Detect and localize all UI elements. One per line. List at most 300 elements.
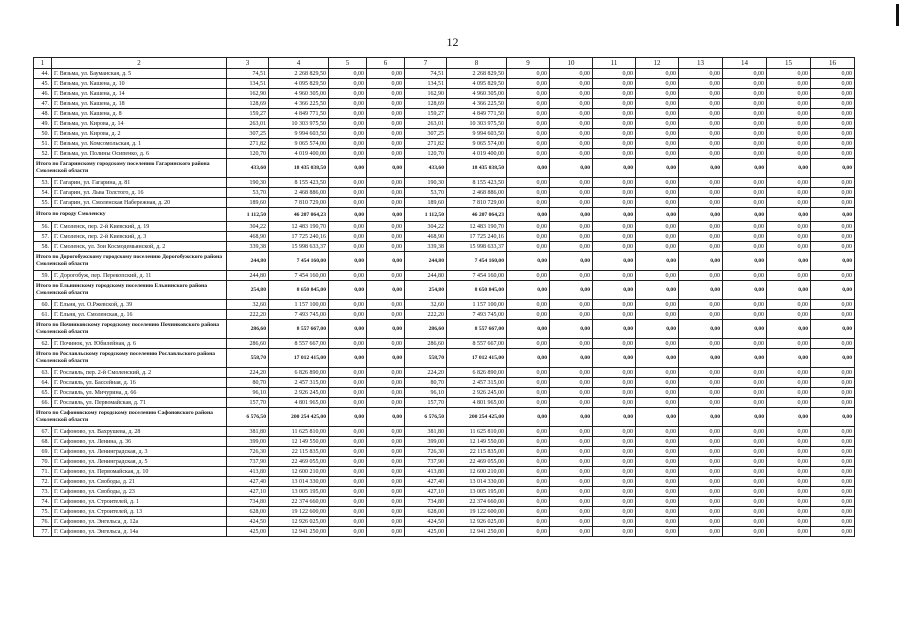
- value-cell: 0,00: [636, 477, 679, 487]
- value-cell: 0,00: [329, 300, 367, 310]
- value-cell: 0,00: [767, 89, 811, 99]
- subtotal-row: [34, 349, 855, 368]
- value-cell: 0,00: [679, 119, 723, 129]
- value-cell: 2 457 315,00: [269, 378, 329, 388]
- value-cell: 7 454 160,00: [447, 271, 507, 281]
- value-cell: 0,00: [723, 300, 767, 310]
- value-cell: 0,00: [550, 339, 593, 349]
- value-cell: 0,00: [329, 437, 367, 447]
- value-cell: 0,00: [679, 447, 723, 457]
- table-row: [34, 339, 855, 349]
- address-cell: Г. Рославль, ул. Первомайская, д. 71: [52, 398, 227, 408]
- value-cell: 307,25: [405, 129, 447, 139]
- value-cell: 0,00: [367, 368, 405, 378]
- value-cell: 13 005 195,00: [269, 487, 329, 497]
- value-cell: 0,00: [507, 437, 550, 447]
- value-cell: 0,00: [593, 198, 636, 208]
- value-cell: 0,00: [329, 427, 367, 437]
- value-cell: 0,00: [811, 119, 855, 129]
- value-cell: 0,00: [593, 527, 636, 537]
- value-cell: 0,00: [367, 437, 405, 447]
- value-cell: 0,00: [679, 129, 723, 139]
- address-cell: Г. Гагарин, ул. Льва Толстого, д. 16: [52, 188, 227, 198]
- value-cell: 2 268 829,50: [447, 69, 507, 79]
- value-cell: 0,00: [329, 517, 367, 527]
- subtotal-row: [34, 252, 855, 271]
- value-cell: 1 157 100,00: [447, 300, 507, 310]
- value-cell: 12 483 190,70: [447, 222, 507, 232]
- value-cell: 0,00: [767, 232, 811, 242]
- column-number-header: 2: [52, 58, 227, 69]
- value-cell: 0,00: [367, 69, 405, 79]
- value-cell: 0,00: [593, 339, 636, 349]
- value-cell: 399,00: [405, 437, 447, 447]
- value-cell: 0,00: [811, 320, 855, 339]
- value-cell: 0,00: [636, 310, 679, 320]
- value-cell: 0,00: [550, 398, 593, 408]
- value-cell: 286,60: [227, 320, 269, 339]
- value-cell: 0,00: [329, 139, 367, 149]
- value-cell: 0,00: [767, 437, 811, 447]
- value-cell: 0,00: [329, 388, 367, 398]
- value-cell: 0,00: [593, 208, 636, 222]
- value-cell: 0,00: [367, 119, 405, 129]
- value-cell: 0,00: [811, 427, 855, 437]
- value-cell: 0,00: [367, 252, 405, 271]
- value-cell: 0,00: [679, 208, 723, 222]
- value-cell: 433,60: [227, 159, 269, 178]
- value-cell: 0,00: [723, 378, 767, 388]
- table-row: [34, 149, 855, 159]
- value-cell: 0,00: [767, 349, 811, 368]
- value-cell: 0,00: [329, 69, 367, 79]
- value-cell: 0,00: [367, 271, 405, 281]
- subtotal-row: [34, 208, 855, 222]
- value-cell: 0,00: [767, 79, 811, 89]
- table-row: [34, 467, 855, 477]
- row-number: 54.: [34, 188, 52, 198]
- value-cell: 0,00: [811, 178, 855, 188]
- value-cell: 0,00: [767, 252, 811, 271]
- value-cell: 0,00: [329, 79, 367, 89]
- value-cell: 0,00: [723, 188, 767, 198]
- value-cell: 0,00: [767, 457, 811, 467]
- row-number: 45.: [34, 79, 52, 89]
- value-cell: 0,00: [636, 99, 679, 109]
- value-cell: 0,00: [723, 208, 767, 222]
- subtotal-label: Итого по Починковскому городскому поселению Починковского района Смоленской области: [34, 320, 227, 339]
- row-number: 51.: [34, 139, 52, 149]
- address-cell: Г. Рославль, пер. 2-й Смоленский, д. 2: [52, 368, 227, 378]
- value-cell: 0,00: [507, 99, 550, 109]
- value-cell: 0,00: [767, 487, 811, 497]
- value-cell: 0,00: [811, 339, 855, 349]
- value-cell: 0,00: [367, 320, 405, 339]
- row-number: 74.: [34, 497, 52, 507]
- value-cell: 11 625 810,00: [447, 427, 507, 437]
- table-row: [34, 242, 855, 252]
- value-cell: 0,00: [593, 507, 636, 517]
- row-number: 48.: [34, 109, 52, 119]
- row-number: 55.: [34, 198, 52, 208]
- value-cell: 11 625 810,00: [269, 427, 329, 437]
- value-cell: 0,00: [767, 388, 811, 398]
- value-cell: 0,00: [507, 281, 550, 300]
- value-cell: 0,00: [550, 300, 593, 310]
- address-cell: Г. Сафоново, ул. Строителей, д. 1: [52, 497, 227, 507]
- value-cell: 726,30: [227, 447, 269, 457]
- value-cell: 0,00: [367, 378, 405, 388]
- table-row: [34, 99, 855, 109]
- value-cell: 558,70: [405, 349, 447, 368]
- row-number: 49.: [34, 119, 52, 129]
- value-cell: 8 155 423,50: [269, 178, 329, 188]
- value-cell: 0,00: [811, 437, 855, 447]
- value-cell: 0,00: [811, 517, 855, 527]
- value-cell: 0,00: [593, 271, 636, 281]
- value-cell: 0,00: [811, 368, 855, 378]
- value-cell: 0,00: [636, 388, 679, 398]
- value-cell: 0,00: [636, 188, 679, 198]
- value-cell: 0,00: [550, 310, 593, 320]
- subtotal-row: [34, 320, 855, 339]
- value-cell: 0,00: [593, 388, 636, 398]
- value-cell: 4 801 965,00: [447, 398, 507, 408]
- value-cell: 399,00: [227, 437, 269, 447]
- subtotal-row: [34, 408, 855, 427]
- value-cell: 0,00: [507, 69, 550, 79]
- value-cell: 0,00: [550, 368, 593, 378]
- address-cell: Г. Сафоново, ул. Ленина, д. 36: [52, 437, 227, 447]
- value-cell: 0,00: [811, 447, 855, 457]
- value-cell: 737,90: [227, 457, 269, 467]
- value-cell: 0,00: [723, 242, 767, 252]
- row-number: 57.: [34, 232, 52, 242]
- value-cell: 0,00: [329, 507, 367, 517]
- value-cell: 4 849 771,50: [269, 109, 329, 119]
- value-cell: 0,00: [679, 139, 723, 149]
- value-cell: 0,00: [367, 242, 405, 252]
- value-cell: 0,00: [679, 271, 723, 281]
- value-cell: 0,00: [507, 232, 550, 242]
- value-cell: 0,00: [767, 139, 811, 149]
- value-cell: 307,25: [227, 129, 269, 139]
- value-cell: 468,90: [405, 232, 447, 242]
- row-number: 59.: [34, 271, 52, 281]
- value-cell: 0,00: [550, 222, 593, 232]
- value-cell: 0,00: [811, 477, 855, 487]
- value-cell: 0,00: [329, 487, 367, 497]
- value-cell: 0,00: [723, 388, 767, 398]
- value-cell: 80,70: [227, 378, 269, 388]
- value-cell: 0,00: [367, 310, 405, 320]
- value-cell: 0,00: [679, 149, 723, 159]
- value-cell: 0,00: [550, 447, 593, 457]
- value-cell: 254,80: [227, 281, 269, 300]
- value-cell: 1 112,50: [405, 208, 447, 222]
- value-cell: 0,00: [636, 457, 679, 467]
- value-cell: 0,00: [723, 310, 767, 320]
- value-cell: 4 960 305,00: [447, 89, 507, 99]
- value-cell: 0,00: [593, 222, 636, 232]
- value-cell: 0,00: [550, 527, 593, 537]
- value-cell: 0,00: [593, 349, 636, 368]
- table-row: [34, 457, 855, 467]
- value-cell: 0,00: [550, 517, 593, 527]
- value-cell: 9 065 574,00: [269, 139, 329, 149]
- value-cell: 381,80: [405, 427, 447, 437]
- value-cell: 0,00: [593, 368, 636, 378]
- row-number: 53.: [34, 178, 52, 188]
- value-cell: 0,00: [507, 159, 550, 178]
- value-cell: 734,80: [405, 497, 447, 507]
- value-cell: 0,00: [367, 517, 405, 527]
- value-cell: 0,00: [679, 281, 723, 300]
- address-cell: Г. Сафоново, ул. Энгельса, д. 12а: [52, 517, 227, 527]
- value-cell: 46 207 064,23: [269, 208, 329, 222]
- value-cell: 304,22: [227, 222, 269, 232]
- subtotal-label: Итого по Сафоновскому городскому поселению Сафоновского района Смоленской области: [34, 408, 227, 427]
- row-number: 56.: [34, 222, 52, 232]
- value-cell: 0,00: [367, 159, 405, 178]
- value-cell: 4 095 829,50: [269, 79, 329, 89]
- value-cell: 0,00: [679, 300, 723, 310]
- value-cell: 0,00: [329, 320, 367, 339]
- table-row: [34, 139, 855, 149]
- address-cell: Г. Сафоново, ул. Свободы, д. 21: [52, 477, 227, 487]
- value-cell: 0,00: [723, 89, 767, 99]
- row-number: 71.: [34, 467, 52, 477]
- subtotal-label: Итого по Ельнинскому городскому поселению Ельнинского района Смоленской области: [34, 281, 227, 300]
- value-cell: 0,00: [507, 368, 550, 378]
- value-cell: 0,00: [593, 89, 636, 99]
- value-cell: 0,00: [636, 300, 679, 310]
- value-cell: 53,70: [227, 188, 269, 198]
- value-cell: 0,00: [811, 378, 855, 388]
- value-cell: 0,00: [679, 368, 723, 378]
- value-cell: 0,00: [767, 271, 811, 281]
- table-row: [34, 109, 855, 119]
- value-cell: 0,00: [679, 159, 723, 178]
- value-cell: 12 926 025,00: [447, 517, 507, 527]
- address-cell: Г. Вязьма, ул. Кашена, д. 8: [52, 109, 227, 119]
- value-cell: 0,00: [550, 89, 593, 99]
- value-cell: 0,00: [593, 232, 636, 242]
- value-cell: 0,00: [636, 447, 679, 457]
- value-cell: 0,00: [636, 139, 679, 149]
- value-cell: 427,10: [405, 487, 447, 497]
- value-cell: 0,00: [550, 149, 593, 159]
- value-cell: 0,00: [507, 271, 550, 281]
- value-cell: 0,00: [593, 119, 636, 129]
- value-cell: 0,00: [329, 339, 367, 349]
- value-cell: 0,00: [636, 89, 679, 99]
- value-cell: 8 557 667,00: [269, 320, 329, 339]
- row-number: 63.: [34, 368, 52, 378]
- value-cell: 0,00: [723, 487, 767, 497]
- address-cell: Г. Вязьма, ул. Кирова, д. 14: [52, 119, 227, 129]
- value-cell: 0,00: [679, 517, 723, 527]
- value-cell: 0,00: [679, 69, 723, 79]
- value-cell: 0,00: [507, 149, 550, 159]
- value-cell: 0,00: [593, 109, 636, 119]
- value-cell: 425,00: [227, 527, 269, 537]
- value-cell: 4 960 305,00: [269, 89, 329, 99]
- value-cell: 13 005 195,00: [447, 487, 507, 497]
- value-cell: 1 112,50: [227, 208, 269, 222]
- value-cell: 0,00: [329, 99, 367, 109]
- value-cell: 244,80: [227, 252, 269, 271]
- value-cell: 0,00: [723, 349, 767, 368]
- value-cell: 0,00: [593, 139, 636, 149]
- value-cell: 222,20: [227, 310, 269, 320]
- value-cell: 0,00: [550, 437, 593, 447]
- address-cell: Г. Вязьма, ул. Кирова, д. 2: [52, 129, 227, 139]
- column-number-header: 10: [550, 58, 593, 69]
- value-cell: 0,00: [636, 497, 679, 507]
- value-cell: 0,00: [593, 188, 636, 198]
- value-cell: 0,00: [593, 159, 636, 178]
- value-cell: 15 998 633,37: [447, 242, 507, 252]
- value-cell: 381,80: [227, 427, 269, 437]
- value-cell: 0,00: [723, 497, 767, 507]
- value-cell: 120,70: [227, 149, 269, 159]
- value-cell: 0,00: [593, 427, 636, 437]
- table-row: [34, 477, 855, 487]
- table-row: [34, 368, 855, 378]
- value-cell: 0,00: [367, 188, 405, 198]
- value-cell: 0,00: [507, 408, 550, 427]
- value-cell: 0,00: [507, 477, 550, 487]
- value-cell: 0,00: [636, 149, 679, 159]
- value-cell: 0,00: [329, 527, 367, 537]
- value-cell: 0,00: [811, 281, 855, 300]
- value-cell: 0,00: [767, 310, 811, 320]
- value-cell: 0,00: [767, 507, 811, 517]
- value-cell: 0,00: [811, 398, 855, 408]
- value-cell: 286,60: [405, 320, 447, 339]
- value-cell: 189,60: [227, 198, 269, 208]
- value-cell: 22 374 660,00: [447, 497, 507, 507]
- value-cell: 0,00: [507, 527, 550, 537]
- value-cell: 0,00: [367, 139, 405, 149]
- value-cell: 0,00: [767, 427, 811, 437]
- column-number-header-row: [34, 58, 855, 69]
- value-cell: 0,00: [367, 457, 405, 467]
- value-cell: 0,00: [367, 339, 405, 349]
- value-cell: 0,00: [811, 242, 855, 252]
- value-cell: 12 483 190,70: [269, 222, 329, 232]
- value-cell: 0,00: [507, 129, 550, 139]
- row-number: 72.: [34, 477, 52, 487]
- value-cell: 12 149 550,00: [269, 437, 329, 447]
- address-cell: Г. Вязьма, ул. Комсомольская, д. 1: [52, 139, 227, 149]
- value-cell: 4 366 225,50: [447, 99, 507, 109]
- value-cell: 4 019 400,00: [447, 149, 507, 159]
- value-cell: 0,00: [636, 109, 679, 119]
- subtotal-label: Итого по городу Смоленску: [34, 208, 227, 222]
- subtotal-label: Итого по Дорогобужскому городскому поселению Дорогобужского района Смоленской области: [34, 252, 227, 271]
- value-cell: 0,00: [811, 79, 855, 89]
- value-cell: 74,51: [405, 69, 447, 79]
- value-cell: 128,69: [405, 99, 447, 109]
- value-cell: 0,00: [679, 408, 723, 427]
- address-cell: Г. Смоленск, ул. Зои Космодемьянской, д. 2: [52, 242, 227, 252]
- value-cell: 0,00: [636, 252, 679, 271]
- value-cell: 0,00: [329, 109, 367, 119]
- value-cell: 0,00: [329, 149, 367, 159]
- value-cell: 0,00: [679, 188, 723, 198]
- value-cell: 0,00: [367, 149, 405, 159]
- value-cell: 2 926 245,00: [447, 388, 507, 398]
- value-cell: 189,60: [405, 198, 447, 208]
- subtotal-row: [34, 281, 855, 300]
- value-cell: 468,90: [227, 232, 269, 242]
- value-cell: 0,00: [636, 467, 679, 477]
- value-cell: 159,27: [405, 109, 447, 119]
- column-number-header: 11: [593, 58, 636, 69]
- value-cell: 0,00: [367, 208, 405, 222]
- value-cell: 12 941 250,00: [269, 527, 329, 537]
- value-cell: 0,00: [767, 208, 811, 222]
- value-cell: 0,00: [811, 208, 855, 222]
- address-cell: Г. Починок, ул. Юбилейная, д. 6: [52, 339, 227, 349]
- value-cell: 200 254 425,00: [269, 408, 329, 427]
- address-cell: Г. Вязьма, ул. Кашена, д. 14: [52, 89, 227, 99]
- value-cell: 0,00: [329, 368, 367, 378]
- value-cell: 0,00: [550, 408, 593, 427]
- value-cell: 0,00: [550, 487, 593, 497]
- row-number: 76.: [34, 517, 52, 527]
- value-cell: 7 810 729,00: [447, 198, 507, 208]
- value-cell: 0,00: [679, 89, 723, 99]
- value-cell: 0,00: [329, 467, 367, 477]
- value-cell: 0,00: [723, 368, 767, 378]
- row-number: 69.: [34, 447, 52, 457]
- address-cell: Г. Сафоново, ул. Первомайская, д. 10: [52, 467, 227, 477]
- value-cell: 12 600 210,00: [269, 467, 329, 477]
- value-cell: 157,70: [405, 398, 447, 408]
- value-cell: 157,70: [227, 398, 269, 408]
- row-number: 58.: [34, 242, 52, 252]
- value-cell: 0,00: [329, 252, 367, 271]
- value-cell: 244,80: [405, 252, 447, 271]
- value-cell: 0,00: [507, 139, 550, 149]
- value-cell: 0,00: [723, 79, 767, 89]
- value-cell: 7 493 745,00: [447, 310, 507, 320]
- value-cell: 0,00: [636, 242, 679, 252]
- value-cell: 0,00: [550, 271, 593, 281]
- value-cell: 0,00: [329, 188, 367, 198]
- table-row: [34, 89, 855, 99]
- value-cell: 0,00: [679, 198, 723, 208]
- table-row: [34, 507, 855, 517]
- row-number: 44.: [34, 69, 52, 79]
- value-cell: 0,00: [767, 198, 811, 208]
- value-cell: 271,82: [405, 139, 447, 149]
- value-cell: 0,00: [811, 129, 855, 139]
- value-cell: 22 115 835,00: [269, 447, 329, 457]
- value-cell: 0,00: [723, 252, 767, 271]
- value-cell: 0,00: [679, 437, 723, 447]
- value-cell: 0,00: [593, 477, 636, 487]
- value-cell: 0,00: [593, 69, 636, 79]
- value-cell: 0,00: [329, 447, 367, 457]
- value-cell: 0,00: [723, 109, 767, 119]
- value-cell: 0,00: [811, 198, 855, 208]
- value-cell: 0,00: [593, 467, 636, 477]
- value-cell: 0,00: [367, 198, 405, 208]
